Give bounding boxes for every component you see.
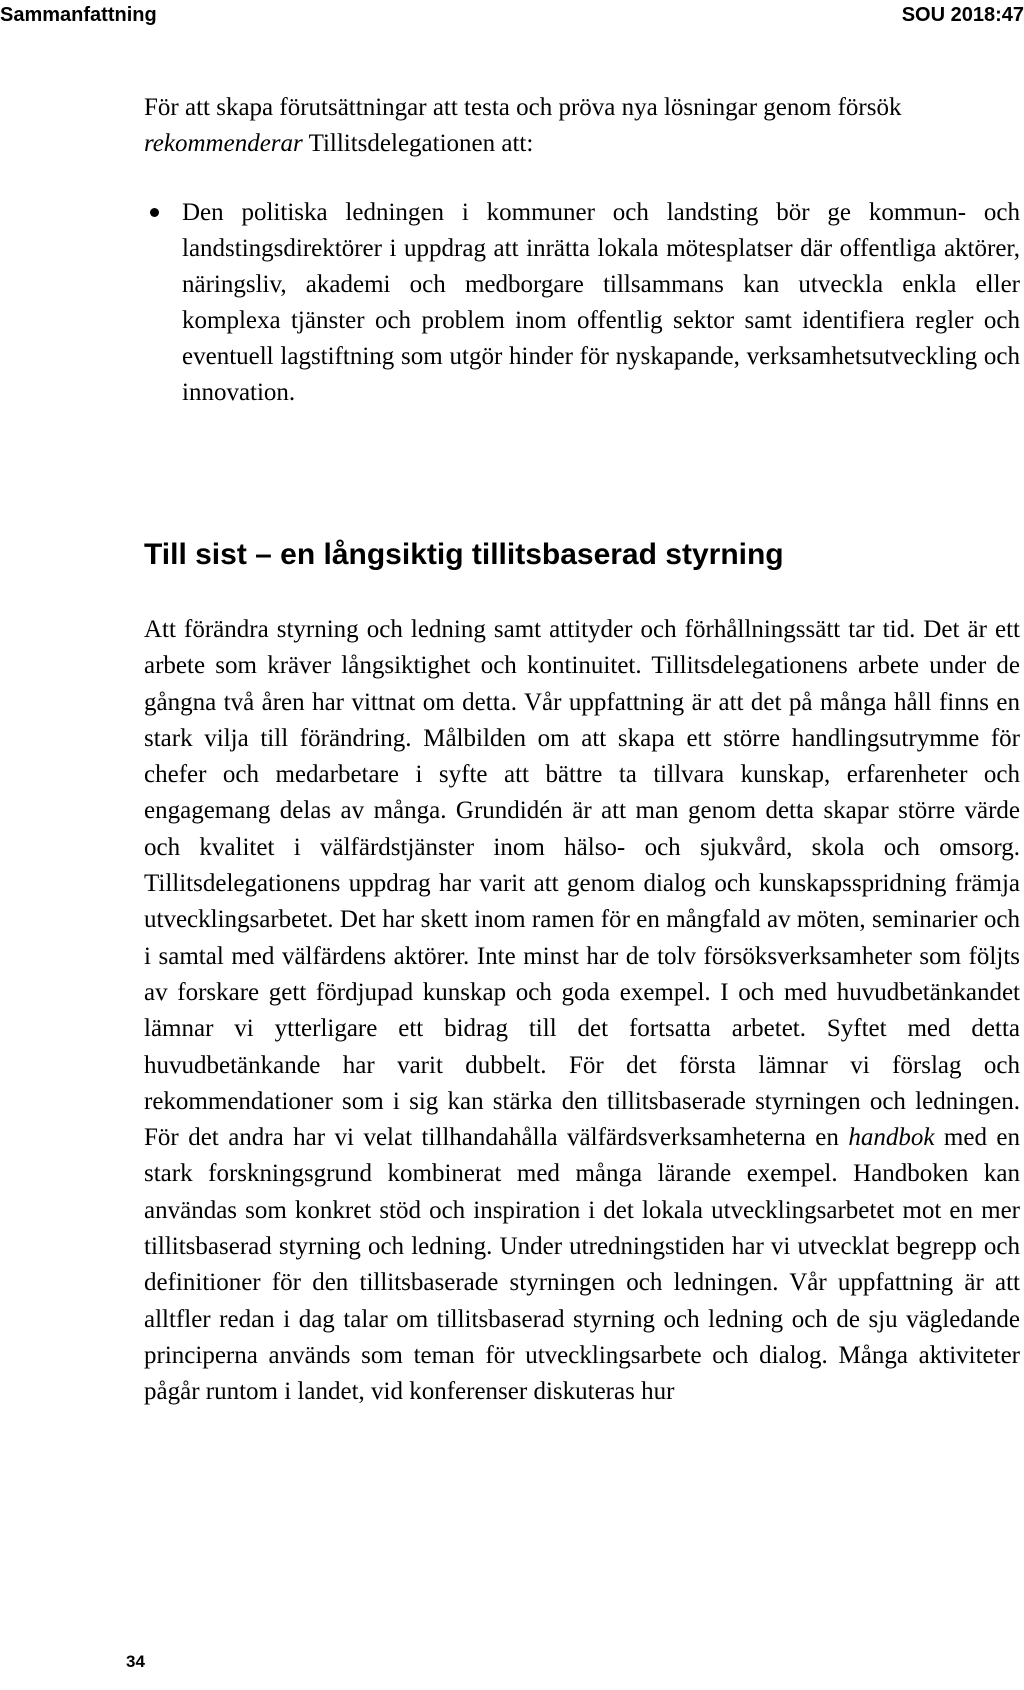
body-text-part1: Att förändra styrning och ledning samt attityder och förhållningssätt tar tid. Det är ett arbete som kräver långsiktighet och kontinuitet. Tillitsdelegationens arbete under de gångna två åren har vittnat om detta. Vår uppfattning är att det på många håll finns en stark vilja till förändring. Målbilden om att skapa ett större handlingsutrymme för chefer och medarbetare i syfte att bättre ta tillvara kunskap, erfarenheter och engagemang delas av många. Grundidén är att man genom detta skapar större värde och kvalitet i välfärdstjänster inom hälso- och sjukvård, skola och omsorg. Tillitsdelegationens uppdrag har varit att genom dialog och kunskapsspridning främja utvecklingsarbetet. Det har skett inom ramen för en mångfald av möten, seminarier och i samtal med välfärdens aktörer. Inte minst har de tolv försöksverksamheter som följts av forskare gett fördjupad kunskap och goda exempel. I och med huvudbetänkandet lämnar vi ytterligare ett bidrag till det fortsatta arbetet. Syftet med detta huvudbetänkande har varit dubbelt. För det första lämnar vi förslag och rekommendationer som i sig kan stärka den tillitsbaserade styrningen och ledningen. För det andra har vi velat tillhandahålla välfärdsverksamheterna en [144, 616, 1020, 1152]
body-paragraph [144, 612, 1020, 1411]
list-item [144, 195, 1020, 411]
running-header-report-id: SOU 2018:47 [901, 4, 1024, 26]
page-number: 34 [126, 1652, 145, 1671]
section-heading: Till sist – en långsiktig tillitsbaserad styrning [144, 538, 784, 571]
recommendation-list [144, 195, 1020, 411]
intro-text-end: Tillitsdelegationen att: [302, 130, 534, 157]
list-item-text: Den politiska ledningen i kommuner och landsting bör ge kommun- och landstingsdirektörer i uppdrag att inrätta lokala mötesplatser där offentliga aktörer, näringsliv, akademi och medborgare tillsammans kan utveckla enkla eller komplexa tjänster och problem inom offentlig sektor samt identifiera regler och eventuell lagstiftning som utgör hinder för nyskapande, verksamhetsutveckling och innovation. [182, 199, 1020, 406]
body-text-part2: med en stark forskningsgrund kombinerat med många lärande exempel. Handboken kan användas som konkret stöd och inspiration i det lokala utvecklingsarbetet mot en mer tillitsbaserad styrning och ledning. Under utredningstiden har vi utvecklat begrepp och definitioner för den tillitsbaserade styrningen och ledningen. Vår uppfattning är att alltfler redan i dag talar om tillitsbaserad styrning och ledning och de sju vägledande principerna används som teman för utvecklingsarbete och dialog. Många aktiviteter pågår runtom i landet, vid konferenser diskuteras hur [144, 1124, 1020, 1406]
body-emphasis: handbok [848, 1124, 935, 1152]
bullet-icon [150, 208, 159, 217]
intro-text-start: För att skapa förutsättningar att testa och pröva nya lösningar genom försök [144, 94, 902, 121]
running-header-section: Sammanfattning [0, 4, 157, 26]
intro-emphasis: rekommenderar [144, 130, 303, 157]
intro-paragraph [144, 90, 1020, 162]
running-header [0, 0, 1024, 36]
